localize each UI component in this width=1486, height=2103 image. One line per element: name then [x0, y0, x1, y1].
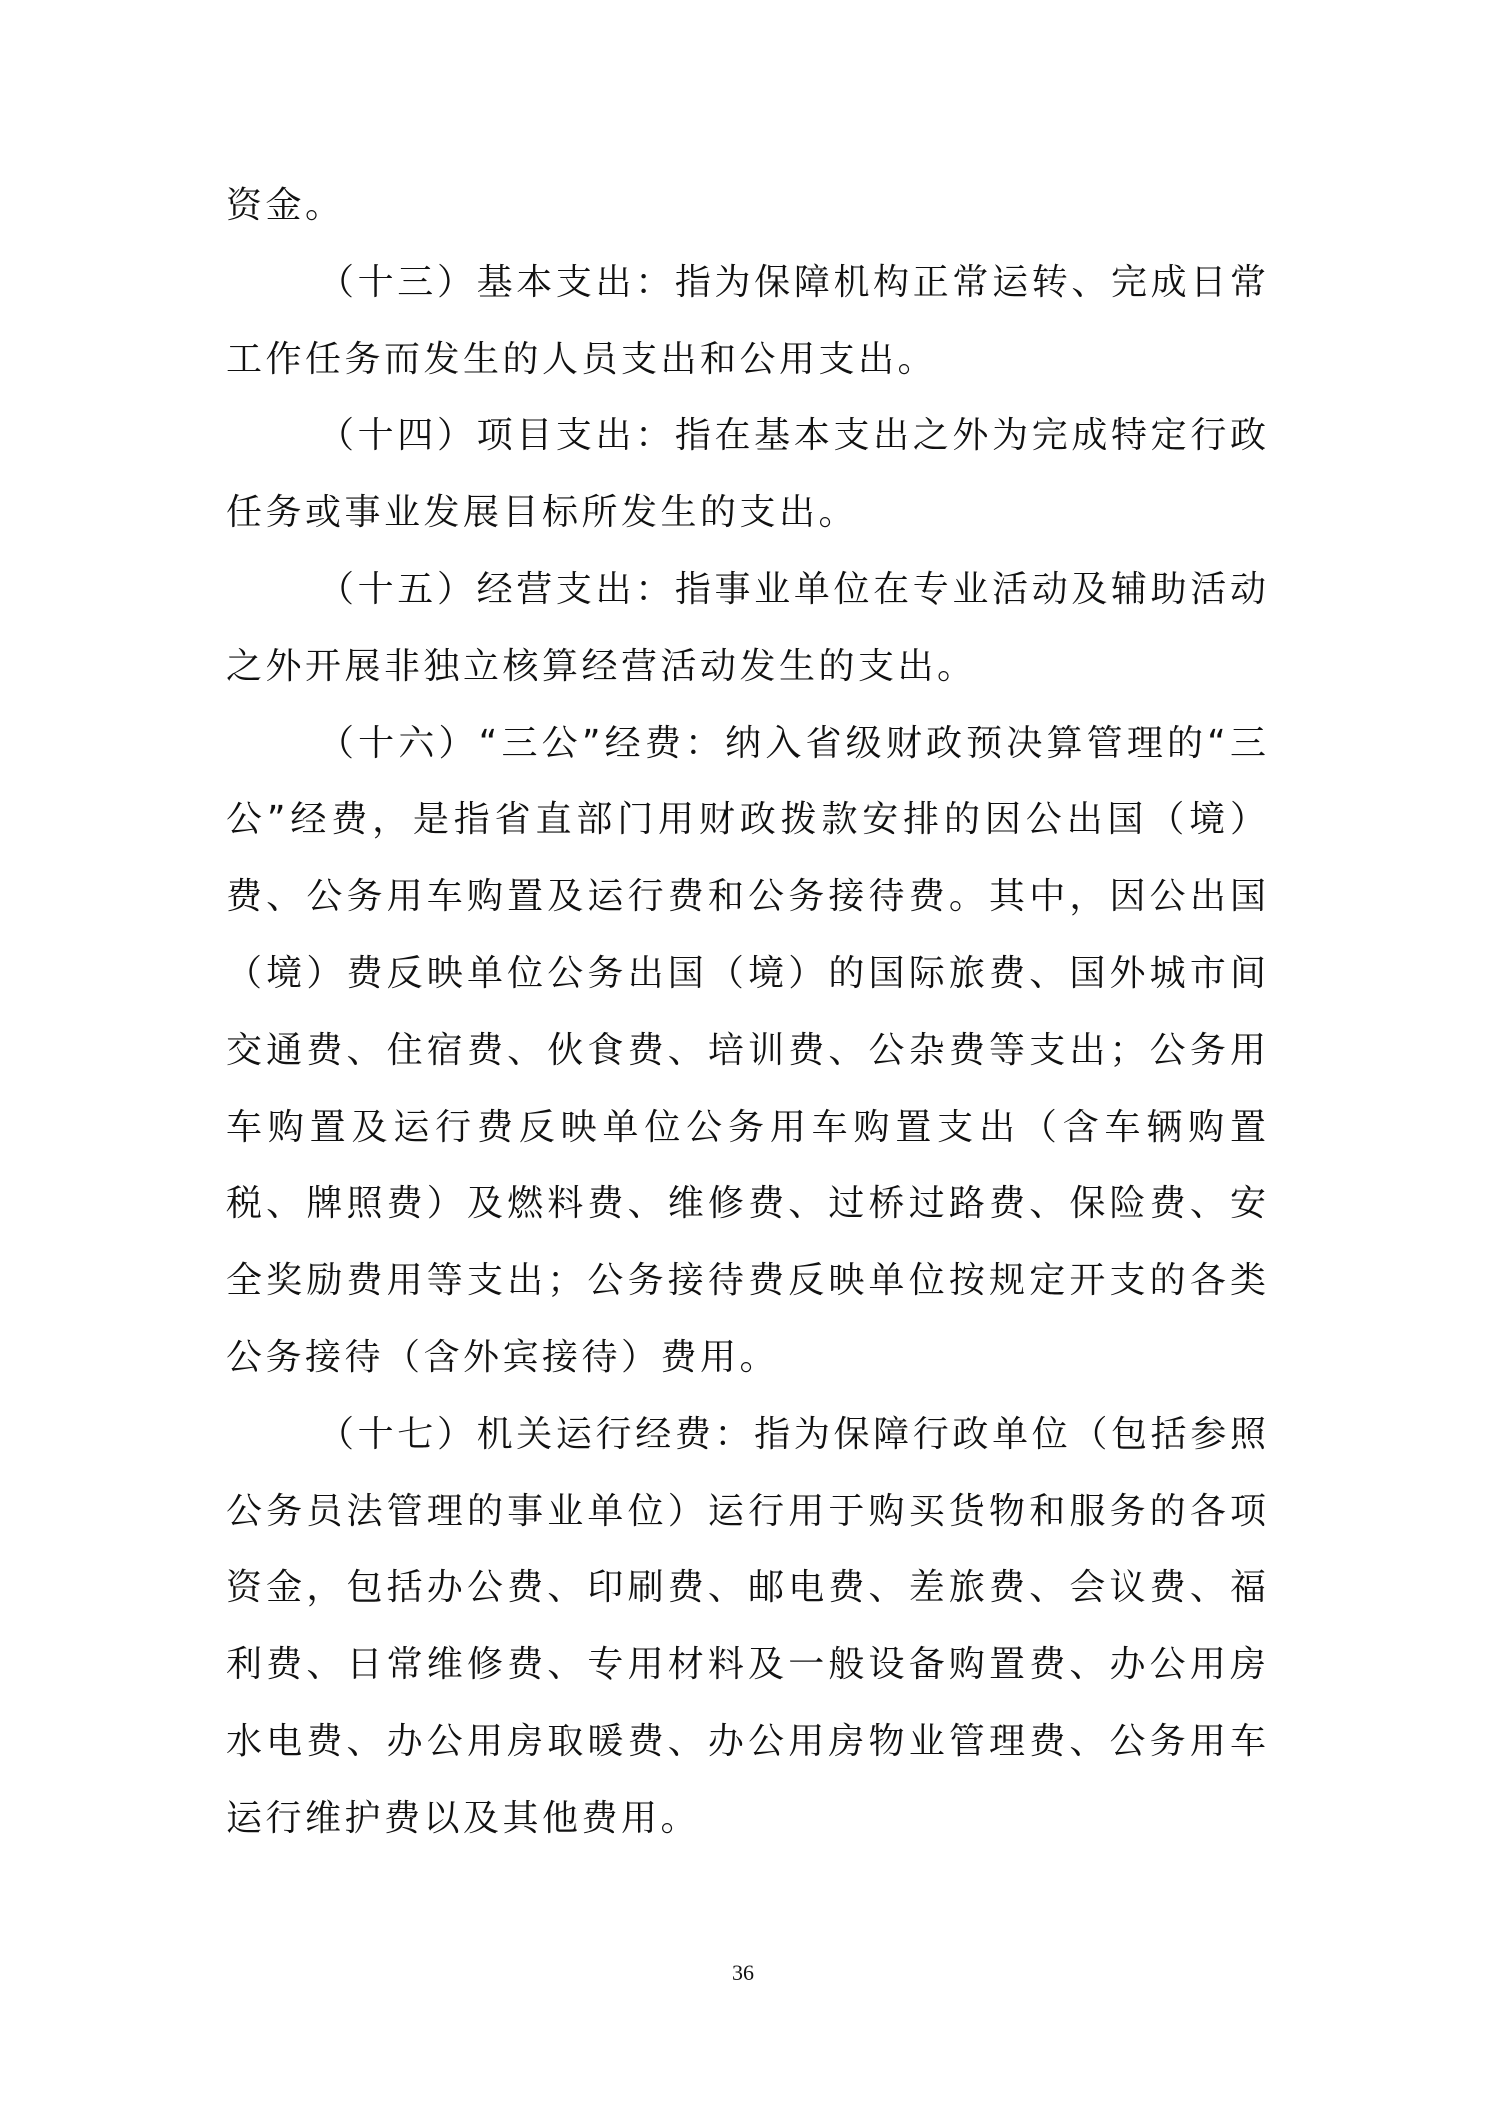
- text-line: 全奖励费用等支出；公务接待费反映单位按规定开支的各类: [226, 1260, 1266, 1302]
- text-line: 之外开展非独立核算经营活动发生的支出。: [226, 645, 977, 687]
- text-line: （十四）项目支出：指在基本支出之外为完成特定行政: [318, 415, 1266, 457]
- text-line: 任务或事业发展目标所发生的支出。: [226, 492, 859, 534]
- text-line: （十六）“三公”经费：纳入省级财政预决算管理的“三: [318, 722, 1266, 764]
- text-line: 费、公务用车购置及运行费和公务接待费。其中，因公出国: [226, 876, 1266, 918]
- text-line: 资金，包括办公费、印刷费、邮电费、差旅费、会议费、福: [226, 1567, 1266, 1609]
- text-line: 税、牌照费）及燃料费、维修费、过桥过路费、保险费、安: [226, 1183, 1266, 1225]
- text-line: （十三）基本支出：指为保障机构正常运转、完成日常: [318, 261, 1266, 303]
- text-line: 利费、日常维修费、专用材料及一般设备购置费、办公用房: [226, 1644, 1266, 1686]
- body-text: [226, 168, 1266, 1858]
- text-line: 工作任务而发生的人员支出和公用支出。: [226, 338, 938, 380]
- text-line: 交通费、住宿费、伙食费、培训费、公杂费等支出；公务用: [226, 1029, 1266, 1071]
- text-line: 公务员法管理的事业单位）运行用于购买货物和服务的各项: [226, 1490, 1266, 1532]
- text-line: 车购置及运行费反映单位公务用车购置支出（含车辆购置: [226, 1106, 1266, 1148]
- text-line: 运行维护费以及其他费用。: [226, 1797, 701, 1839]
- text-line: （十五）经营支出：指事业单位在专业活动及辅助活动: [318, 568, 1266, 610]
- text-line: （境）费反映单位公务出国（境）的国际旅费、国外城市间: [226, 952, 1266, 994]
- text-line: 水电费、办公用房取暖费、办公用房物业管理费、公务用车: [226, 1720, 1266, 1762]
- text-line: （十七）机关运行经费：指为保障行政单位（包括参照: [318, 1413, 1266, 1455]
- page-number: 36: [732, 1960, 754, 1985]
- text-line: 资金。: [226, 185, 345, 226]
- text-line: 公”经费，是指省直部门用财政拨款安排的因公出国（境）: [226, 799, 1266, 841]
- text-line: 公务接待（含外宾接待）费用。: [226, 1336, 780, 1378]
